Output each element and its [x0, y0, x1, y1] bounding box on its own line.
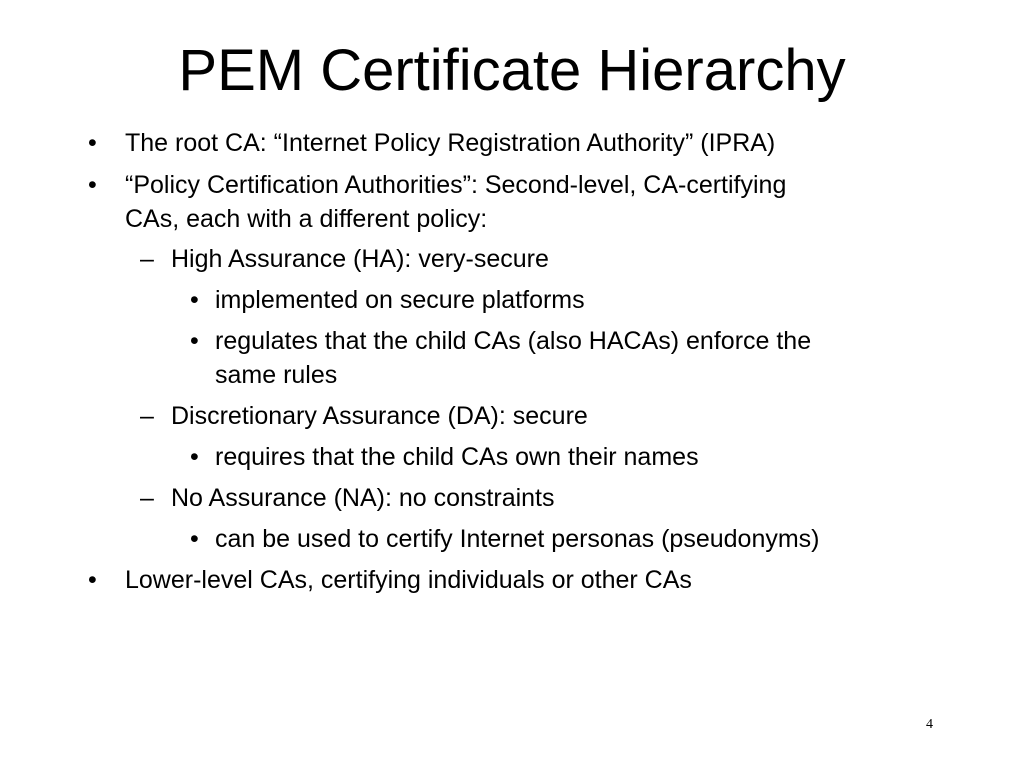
item-secure-platforms: implemented on secure platforms: [215, 286, 585, 314]
bullet-pca-line-1: “Policy Certification Authorities”: Second-level, CA-certifying: [125, 171, 787, 199]
subbullet-no-assurance: No Assurance (NA): no constraints: [171, 484, 555, 512]
dash-marker: –: [140, 484, 154, 512]
bullet-marker: •: [88, 171, 97, 199]
bullet-marker: •: [190, 443, 199, 471]
bullet-marker: •: [190, 327, 199, 355]
dash-marker: –: [140, 245, 154, 273]
item-child-cas-line-1: regulates that the child CAs (also HACAs) enforce the: [215, 327, 812, 355]
bullet-marker: •: [88, 566, 97, 594]
item-own-names: requires that the child CAs own their names: [215, 443, 699, 471]
bullet-marker: •: [190, 525, 199, 553]
dash-marker: –: [140, 402, 154, 430]
bullet-root-ca: The root CA: “Internet Policy Registration Authority” (IPRA): [125, 129, 776, 157]
page-number: 4: [926, 717, 933, 732]
item-internet-personas: can be used to certify Internet personas (pseudonyms): [215, 525, 820, 553]
bullet-marker: •: [88, 129, 97, 157]
bullet-lower-level-cas: Lower-level CAs, certifying individuals or other CAs: [125, 566, 692, 594]
subbullet-high-assurance: High Assurance (HA): very-secure: [171, 245, 549, 273]
bullet-marker: •: [190, 286, 199, 314]
item-child-cas-line-2: same rules: [215, 361, 338, 389]
slide-title: PEM Certificate Hierarchy: [178, 38, 846, 103]
bullet-pca-line-2: CAs, each with a different policy:: [125, 205, 488, 233]
subbullet-discretionary-assurance: Discretionary Assurance (DA): secure: [171, 402, 588, 430]
